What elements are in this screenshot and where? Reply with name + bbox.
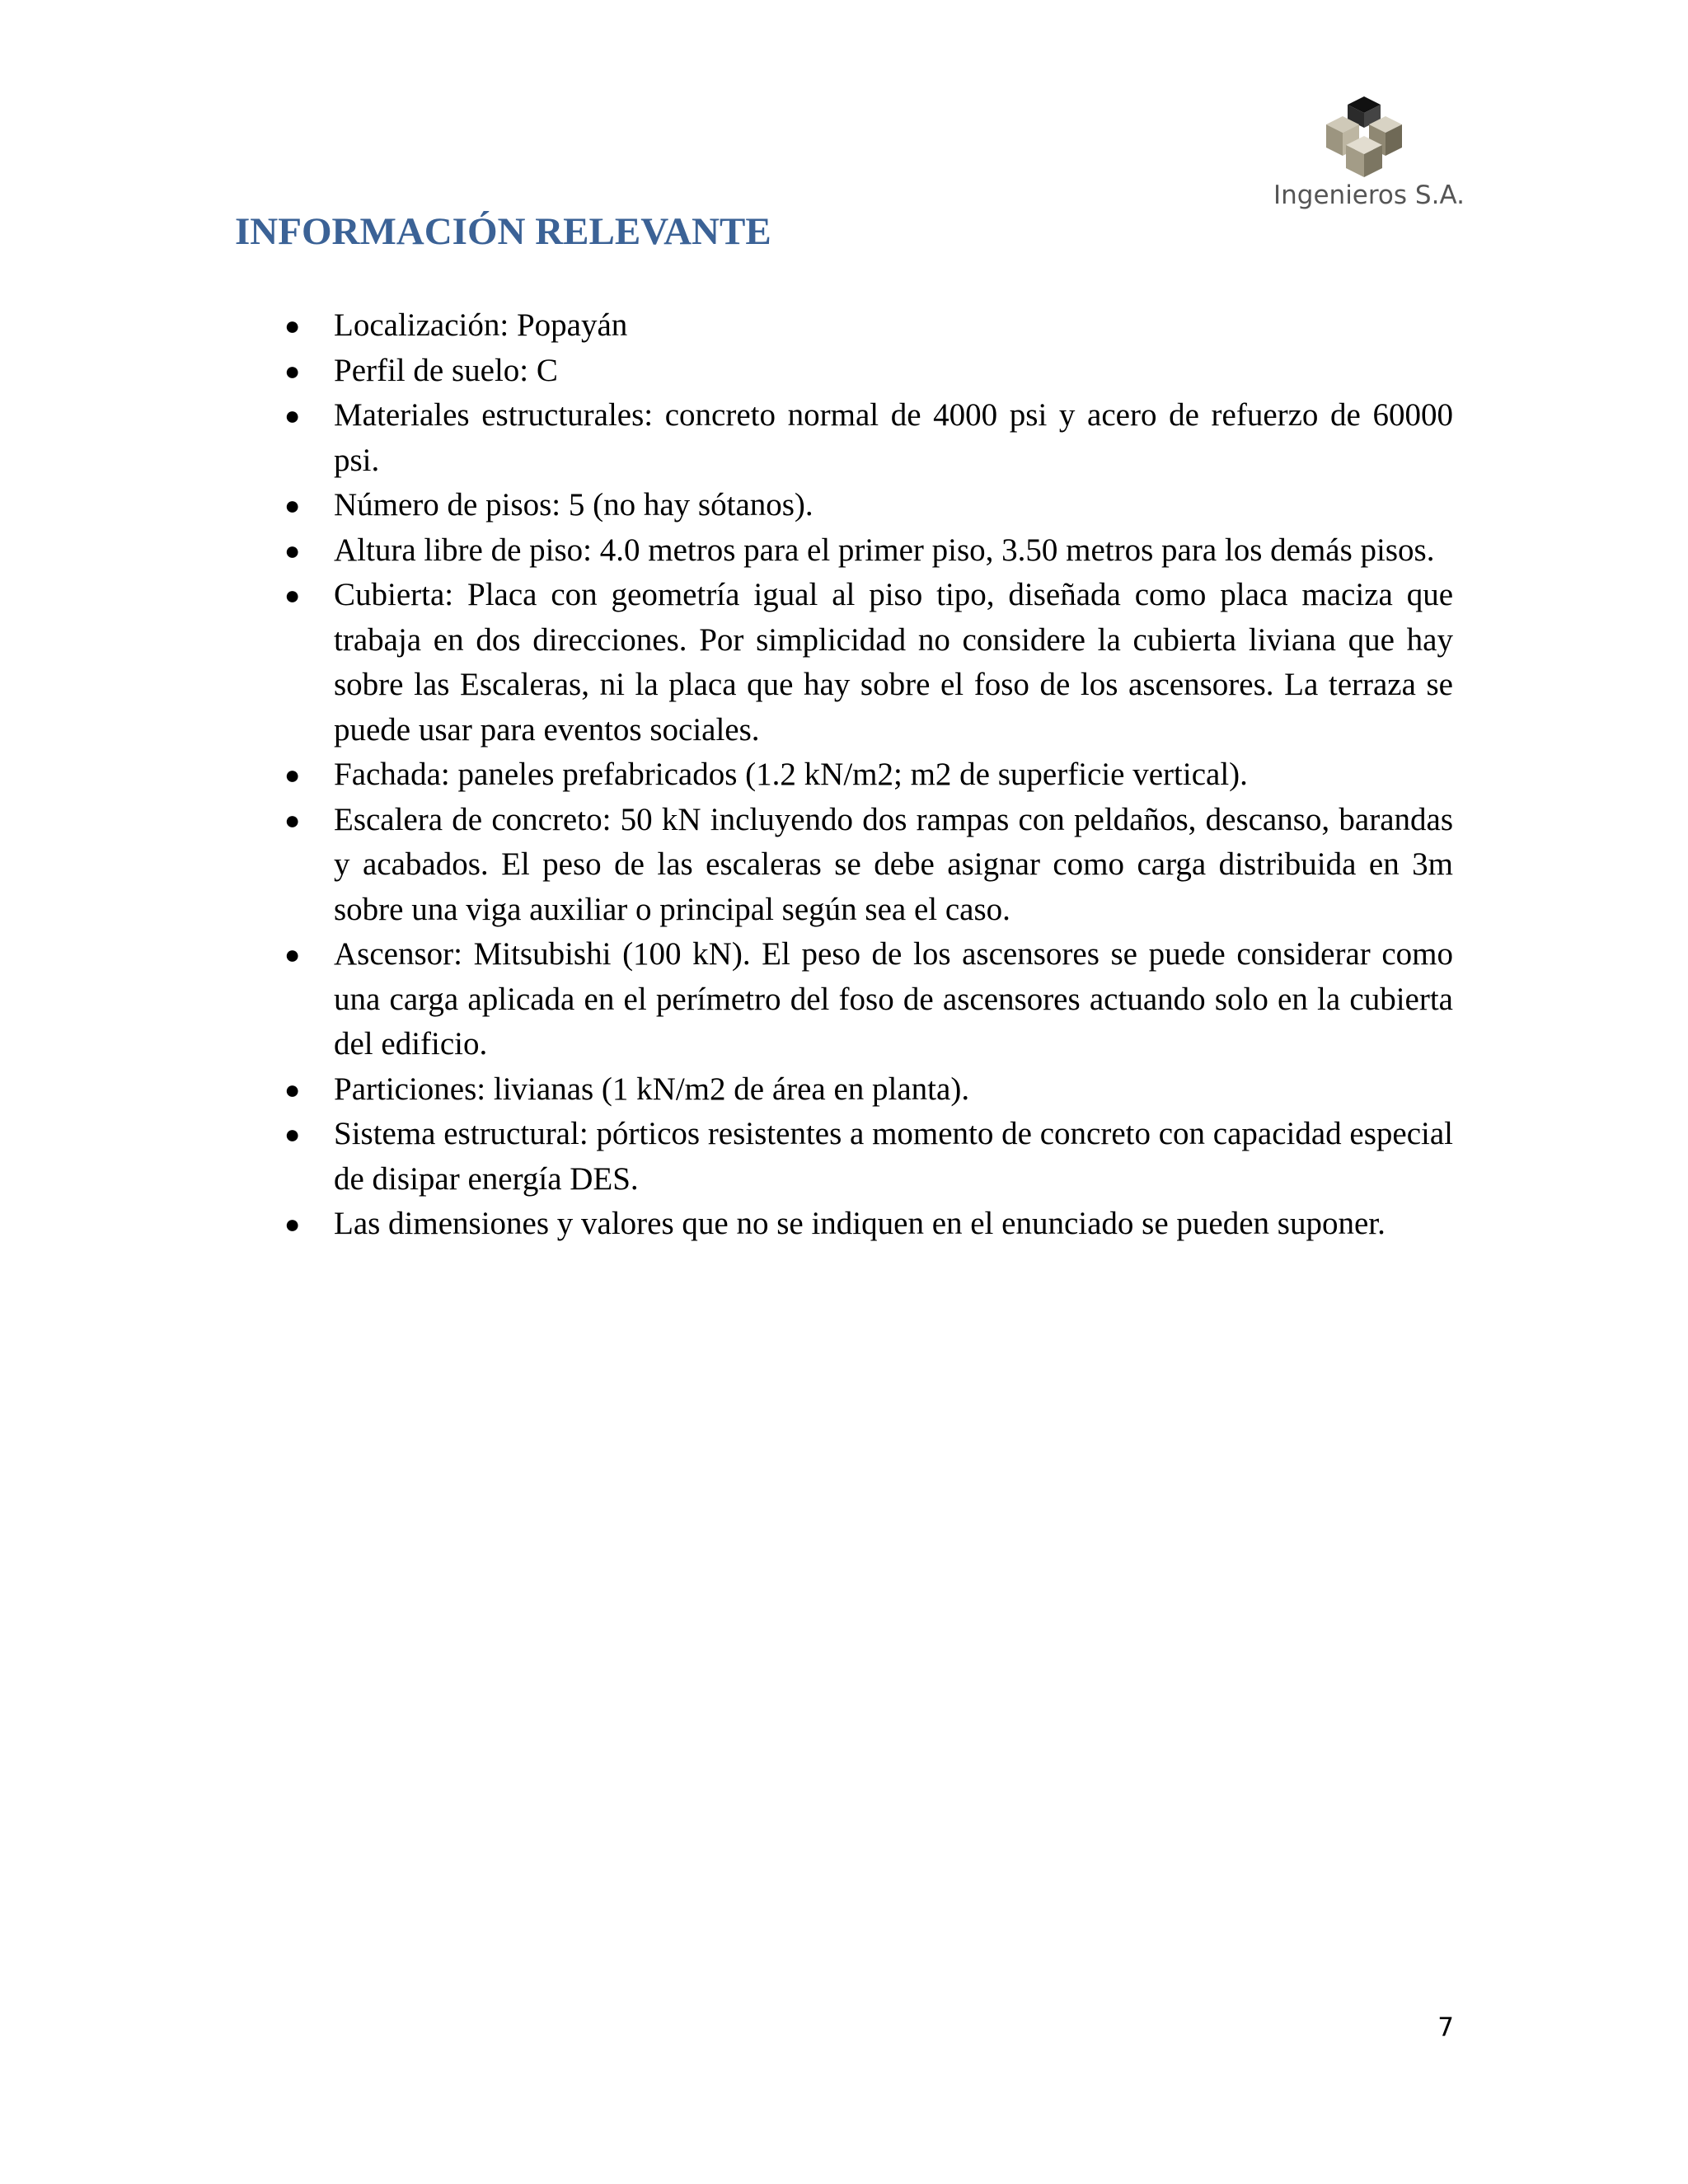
section-heading: INFORMACIÓN RELEVANTE [235, 210, 771, 253]
bullet-icon: ● [284, 1209, 301, 1239]
list-item: ● Las dimensiones y valores que no se indiquen en el enunciado se pueden suponer. [235, 1202, 1453, 1247]
list-item: ● Altura libre de piso: 4.0 metros para el primer piso, 3.50 metros para los demás pisos. [235, 528, 1453, 574]
stacked-cubes-logo-icon [1321, 95, 1407, 180]
list-item: ● Ascensor: Mitsubishi (100 kN). El peso de los ascensores se puede considerar como una carga aplicada en el perímetro del foso de ascensores actuando solo en la cubierta del edificio. [235, 932, 1453, 1067]
list-item: ● Cubierta: Placa con geometría igual al piso tipo, diseñada como placa maciza que trabaja en dos direcciones. Por simplicidad no considere la cubierta liviana que hay sobre las Escaleras, ni la placa que hay sobre el foso de los ascensores. La terraza se puede usar para eventos sociales. [235, 573, 1453, 752]
list-item: ● Particiones: livianas (1 kN/m2 de área en planta). [235, 1067, 1453, 1113]
bullet-icon: ● [284, 804, 301, 835]
list-item: ● Sistema estructural: pórticos resistentes a momento de concreto con capacidad especial de disipar energía DES. [235, 1112, 1453, 1202]
bullet-icon: ● [284, 580, 301, 610]
list-item: ● Localización: Popayán [235, 303, 1453, 349]
company-logo [1273, 95, 1465, 218]
bullet-icon: ● [284, 401, 301, 430]
page-number: 7 [1437, 2013, 1454, 2042]
logo-company-name: Ingenieros S.A. [1273, 180, 1465, 210]
bullet-icon: ● [284, 1119, 301, 1149]
bullet-icon: ● [284, 760, 301, 790]
list-item: ● Número de pisos: 5 (no hay sótanos). [235, 483, 1453, 528]
list-item: ● Escalera de concreto: 50 kN incluyendo dos rampas con peldaños, descanso, barandas y acabados. El peso de las escaleras se debe asignar como carga distribuida en 3m sobre una viga auxiliar o principal según sea el caso. [235, 798, 1453, 933]
bullet-icon: ● [284, 1074, 301, 1104]
bullet-icon: ● [284, 355, 301, 386]
bullet-icon: ● [284, 490, 301, 520]
relevant-info-list [235, 303, 1453, 1247]
bullet-icon: ● [284, 940, 301, 969]
list-item: ● Fachada: paneles prefabricados (1.2 kN/m2; m2 de superficie vertical). [235, 752, 1453, 798]
list-item: ● Materiales estructurales: concreto normal de 4000 psi y acero de refuerzo de 60000 psi. [235, 393, 1453, 483]
bullet-icon: ● [284, 535, 301, 565]
list-item: ● Perfil de suelo: C [235, 349, 1453, 394]
bullet-icon: ● [284, 311, 301, 340]
